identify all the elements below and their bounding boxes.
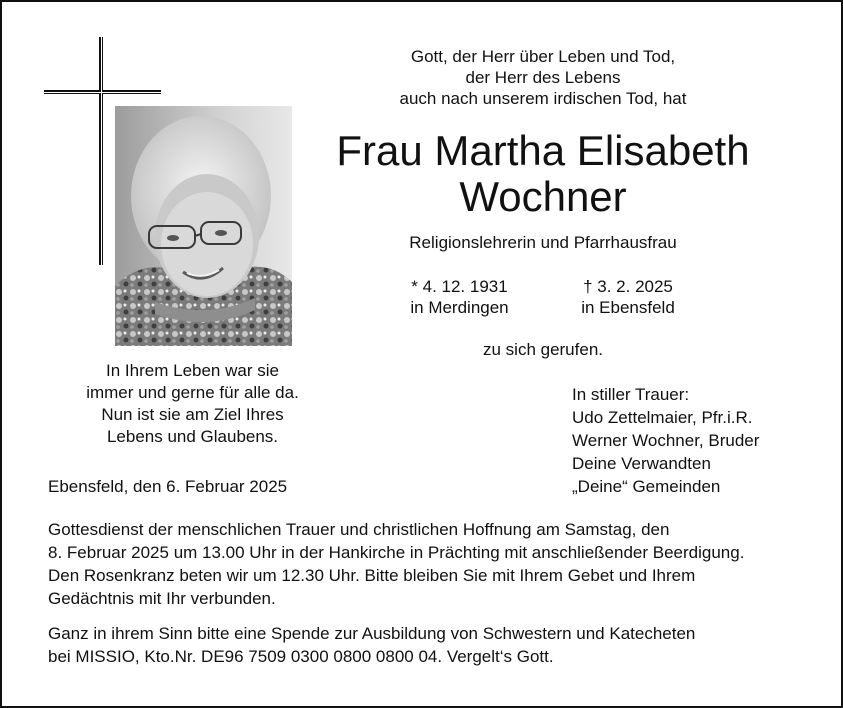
epitaph-line: immer und gerne für alle da. <box>86 383 299 402</box>
called-home-text: zu sich gerufen. <box>482 340 603 359</box>
service-line: 8. Februar 2025 um 13.00 Uhr in der Hankirche in Prächting mit anschließender Beerdigung. <box>48 543 745 562</box>
epitaph-line: Nun ist sie am Ziel Ihres <box>101 405 284 424</box>
cross-icon-highlight-bar <box>44 92 161 93</box>
intro-verse-line: Gott, der Herr über Leben und Tod, <box>410 47 676 66</box>
death-place: in Ebensfeld <box>581 298 675 317</box>
death-date: † 3. 2. 2025 <box>583 277 673 296</box>
cross-icon-highlight <box>101 37 102 265</box>
intro-verse-line: auch nach unserem irdischen Tod, hat <box>399 89 687 108</box>
epitaph <box>70 360 315 448</box>
dateline: Ebensfeld, den 6. Februar 2025 <box>48 477 288 496</box>
deceased-name <box>302 128 784 220</box>
service-announcement <box>48 518 808 610</box>
portrait-photo <box>115 106 292 346</box>
service-line: Den Rosenkranz beten wir um 12.30 Uhr. Bitte bleiben Sie mit Ihrem Gebet und Ihrem <box>48 566 696 585</box>
mourners-heading: In stiller Trauer: <box>572 385 690 404</box>
deceased-name-line: Wochner <box>459 173 627 220</box>
service-line: Gedächtnis mit Ihr verbunden. <box>48 589 276 608</box>
mourner-entry: Deine Verwandten <box>572 454 711 473</box>
birth-date: * 4. 12. 1931 <box>411 277 508 296</box>
mourner-entry: „Deine“ Gemeinden <box>572 477 721 496</box>
mourners-list <box>572 383 759 498</box>
intro-verse <box>362 46 724 109</box>
epitaph-line: Lebens und Glaubens. <box>106 427 279 446</box>
birth-info <box>397 276 522 318</box>
death-info <box>565 276 691 318</box>
service-line: Gottesdienst der menschlichen Trauer und christlichen Hoffnung am Samstag, den <box>48 520 670 539</box>
profession: Religionslehrerin und Pfarrhausfrau <box>409 233 677 252</box>
epitaph-line: In Ihrem Leben war sie <box>106 361 279 380</box>
birth-place: in Merdingen <box>410 298 509 317</box>
donation-line: bei MISSIO, Kto.Nr. DE96 7509 0300 0800 0800 04. Vergelt‘s Gott. <box>48 647 554 666</box>
portrait-photo-image <box>115 106 292 346</box>
donation-line: Ganz in ihrem Sinn bitte eine Spende zur Ausbildung von Schwestern und Katecheten <box>48 624 696 643</box>
mourner-entry: Udo Zettelmaier, Pfr.i.R. <box>572 408 753 427</box>
mourner-entry: Werner Wochner, Bruder <box>572 431 760 450</box>
donation-request <box>48 622 808 668</box>
intro-verse-line: der Herr des Lebens <box>465 68 621 87</box>
deceased-name-line: Frau Martha Elisabeth <box>336 127 750 174</box>
